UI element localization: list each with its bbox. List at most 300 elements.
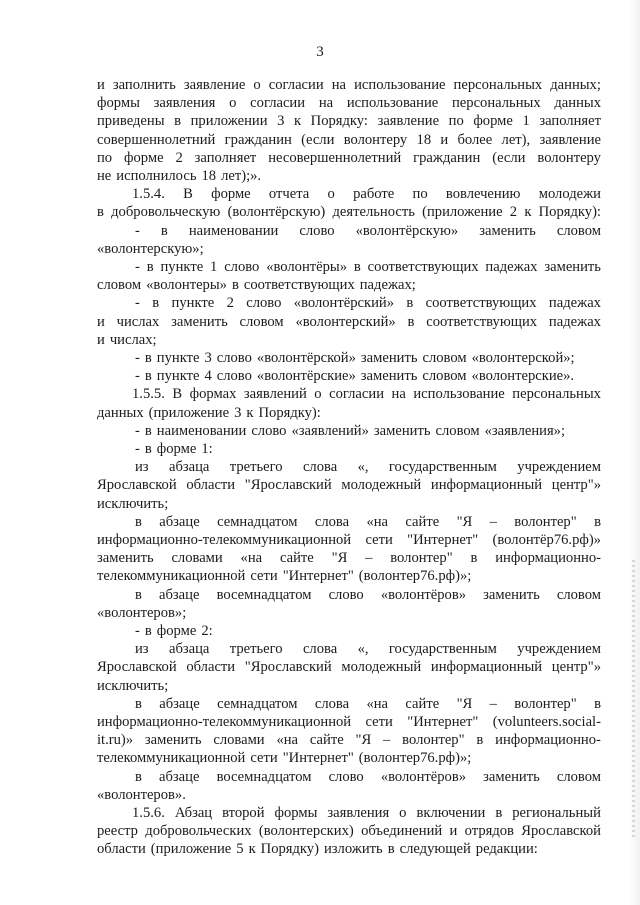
word: несовершеннолетний: [268, 149, 402, 166]
word: слово: [251, 422, 287, 439]
word: 2: [226, 295, 234, 312]
text-line: [97, 404, 601, 422]
page-number: 3: [316, 44, 324, 60]
word: "Интернет": [282, 750, 354, 767]
word: заявления: [153, 95, 216, 112]
word: данных;: [550, 77, 601, 93]
word: «на: [366, 695, 389, 712]
word: региональный: [512, 805, 601, 821]
word: «волонтерский»: [295, 313, 396, 330]
word: на: [391, 386, 406, 403]
word: -: [135, 441, 140, 457]
word: «волонтёрской»: [256, 350, 356, 366]
text-line: [132, 804, 601, 822]
text-line: [135, 458, 601, 476]
text-line: [97, 313, 601, 331]
word: слово: [246, 295, 282, 312]
word: словом: [239, 313, 284, 330]
word: (волонтер76.рф)»;: [358, 750, 472, 767]
word: словом: [556, 222, 601, 239]
word: заменить: [483, 586, 540, 603]
word: волонтер": [514, 695, 577, 712]
word: третьего: [229, 641, 283, 658]
text-line: [97, 658, 601, 676]
word: «волонтёрские»: [256, 368, 356, 385]
text-line: [132, 385, 601, 403]
word: слова: [314, 513, 350, 530]
text-line: [97, 567, 601, 585]
word: в: [144, 350, 152, 366]
word: заявление: [539, 131, 601, 148]
word: Ярославской: [521, 823, 601, 840]
word: «волонтёров»: [380, 586, 467, 603]
word: сайте: [279, 550, 314, 567]
word: абзаца: [168, 459, 210, 476]
word: В: [183, 186, 193, 203]
word: второй: [222, 805, 265, 821]
word: форме: [211, 186, 251, 203]
word: в: [160, 222, 168, 239]
word: 18: [416, 131, 432, 148]
word: -: [135, 623, 140, 639]
word: волонтеру: [343, 131, 408, 148]
word: слова: [302, 641, 338, 658]
word: в: [135, 586, 142, 603]
word: на: [318, 95, 334, 112]
text-line: [135, 422, 601, 440]
word: в: [594, 513, 601, 530]
word: -: [135, 350, 140, 366]
word: центр"»: [551, 659, 601, 676]
text-line: [97, 167, 601, 185]
word: исключить;: [97, 495, 169, 512]
word: (volunteers.social-: [492, 714, 601, 730]
word: в: [407, 313, 415, 330]
word: в: [144, 623, 152, 639]
word: "Ярославский: [244, 659, 332, 676]
word: "Я: [331, 550, 348, 567]
word: заполняет: [539, 113, 601, 130]
word: заменить: [373, 422, 431, 439]
word: 1.5.4.: [132, 186, 165, 203]
word: телекоммуникационной: [97, 568, 246, 585]
text-line: [97, 549, 601, 567]
word: падежах: [485, 259, 538, 275]
word: семнадцатом: [217, 513, 298, 530]
word: -: [135, 368, 140, 385]
word: «на: [240, 550, 263, 567]
word: использование: [346, 95, 439, 112]
word: "Я: [355, 732, 372, 749]
text-line: [97, 786, 601, 804]
word: абзаца: [168, 641, 210, 658]
word: приложении: [190, 113, 268, 130]
word: приведены: [97, 113, 165, 130]
word: в: [146, 259, 154, 275]
word: по: [448, 113, 464, 130]
word: информационно-телекоммуникационной: [97, 714, 352, 730]
word: к: [524, 204, 532, 221]
word: падежах;: [359, 277, 416, 294]
word: не: [97, 168, 112, 184]
word: «волонтеров».: [97, 786, 186, 803]
text-line: [97, 112, 601, 130]
word: области: [97, 841, 146, 858]
word: использование: [413, 386, 505, 403]
word: о: [253, 77, 261, 93]
word: пункте: [156, 350, 200, 366]
word: Абзац: [174, 805, 213, 821]
word: (если: [492, 149, 526, 166]
word: «,: [357, 459, 369, 476]
word: (приложение: [148, 404, 230, 421]
word: заменить: [144, 732, 202, 749]
word: 18: [201, 168, 217, 184]
word: "Я: [456, 695, 473, 712]
text-line: [132, 185, 601, 203]
word: (приложение: [422, 204, 503, 221]
word: в: [495, 805, 503, 821]
word: 2:: [201, 623, 213, 639]
word: лет),: [501, 131, 531, 148]
word: пункте: [171, 295, 215, 312]
word: падежах: [548, 295, 601, 312]
word: по: [97, 149, 113, 166]
word: словом: [97, 277, 142, 294]
word: «,: [357, 641, 369, 658]
word: 1: [522, 113, 530, 130]
word: словами: [171, 550, 223, 567]
text-line: [135, 586, 601, 604]
word: о: [314, 386, 322, 403]
word: в: [174, 113, 182, 130]
word: семнадцатом: [217, 695, 298, 712]
word: слово: [224, 259, 260, 275]
word: на: [331, 77, 347, 93]
word: в: [406, 295, 414, 312]
word: сайте: [309, 732, 344, 749]
word: сети: [250, 568, 278, 585]
word: "Интернет": [282, 568, 354, 585]
word: волонтер": [402, 732, 465, 749]
word: -: [135, 259, 140, 275]
word: заменить: [479, 222, 536, 239]
word: «заявления»;: [484, 422, 566, 439]
word: «волонтеров»;: [97, 604, 187, 621]
word: в: [152, 295, 160, 312]
text-line: [97, 713, 601, 731]
word: центр"»: [551, 477, 601, 494]
word: «волонтёры»: [266, 259, 348, 275]
word: согласии: [268, 77, 324, 93]
word: числах;: [109, 331, 157, 348]
word: -: [135, 295, 140, 312]
text-line: [135, 440, 601, 458]
word: к: [293, 113, 302, 130]
word: слово: [328, 768, 364, 785]
word: к: [248, 841, 256, 858]
word: формы: [97, 95, 140, 112]
word: абзаце: [159, 586, 200, 603]
word: области: [186, 659, 236, 676]
word: форме: [124, 149, 164, 166]
text-line: [135, 513, 601, 531]
word: в: [476, 732, 484, 749]
word: в: [135, 768, 142, 785]
word: в: [594, 695, 601, 712]
word: Порядку:: [310, 113, 368, 130]
text-line: [97, 749, 601, 767]
word: исполнилось: [116, 168, 197, 184]
word: из: [135, 459, 149, 476]
word: персональных: [452, 95, 541, 112]
word: следующей: [399, 841, 471, 858]
word: «на: [276, 732, 299, 749]
word: слово: [216, 350, 252, 366]
word: (волонтёр76.рф)»: [492, 532, 601, 548]
word: словами: [213, 732, 265, 749]
word: совершеннолетний: [97, 131, 216, 148]
text-line: [135, 367, 601, 385]
word: абзаце: [159, 513, 200, 530]
word: пункте: [160, 259, 204, 275]
word: учреждением: [517, 641, 601, 658]
word: форме: [156, 441, 197, 457]
text-line: [97, 604, 601, 622]
text-line: [135, 222, 601, 240]
word: формах: [189, 386, 237, 403]
word: 1.5.5.: [132, 386, 165, 403]
text-line: [97, 94, 601, 112]
word: наименовании: [156, 422, 247, 439]
text-line: [97, 240, 601, 258]
word: информационно-: [495, 550, 601, 567]
word: «волонтерские».: [471, 368, 575, 385]
text-line: [135, 622, 601, 640]
word: 5: [236, 841, 244, 858]
text-line: [135, 640, 601, 658]
text-line: [135, 294, 601, 312]
word: о: [327, 186, 335, 203]
word: 1: [210, 259, 218, 275]
text-line: [97, 276, 601, 294]
word: деятельность: [332, 204, 415, 221]
word: волонтеру: [537, 149, 601, 166]
word: и: [97, 331, 105, 348]
word: «волонтеры»: [146, 277, 227, 294]
word: согласии: [329, 386, 385, 403]
word: заявление: [183, 77, 246, 93]
word: числах: [116, 313, 160, 330]
word: «волонтерскую»;: [97, 240, 204, 257]
text-line: [97, 149, 601, 167]
text-line: [97, 677, 601, 695]
word: 4: [204, 368, 212, 385]
word: сети: [365, 532, 393, 548]
word: к: [246, 404, 254, 421]
word: –: [383, 732, 391, 749]
word: лет);».: [221, 168, 262, 184]
word: соответствующих: [425, 295, 537, 312]
text-line: [97, 331, 601, 349]
word: «заявлений»: [291, 422, 369, 439]
word: добровольческую: [111, 204, 221, 221]
word: «волонтёрский»: [293, 295, 394, 312]
word: 3: [277, 113, 285, 130]
word: сайте: [405, 695, 440, 712]
word: и: [449, 823, 458, 840]
word: в: [470, 550, 478, 567]
text-line: [97, 731, 601, 749]
word: Ярославской: [97, 659, 177, 676]
word: наименовании: [188, 222, 279, 239]
word: заменить: [483, 768, 540, 785]
word: исключить;: [97, 677, 169, 694]
word: слово: [299, 222, 335, 239]
word: it.ru)»: [97, 732, 134, 749]
word: в: [135, 513, 142, 530]
word: соответствующих: [367, 259, 479, 275]
word: абзаце: [159, 768, 200, 785]
word: слово: [216, 368, 252, 385]
word: волонтер": [514, 513, 577, 530]
word: формы: [274, 805, 318, 821]
word: включении: [416, 805, 486, 821]
word: (приложение: [150, 841, 232, 858]
scan-edge-artifact: [628, 0, 640, 905]
word: соответствующих: [243, 277, 355, 294]
word: о: [399, 805, 407, 821]
word: информационный: [430, 659, 543, 676]
word: заполняет: [194, 149, 257, 166]
word: по: [412, 186, 428, 203]
word: «волонтёров»: [380, 768, 467, 785]
text-line: [97, 822, 601, 840]
word: слово: [328, 586, 364, 603]
word: в: [387, 841, 395, 858]
word: области: [186, 477, 236, 494]
word: "Ярославский: [244, 477, 332, 494]
text-line: [135, 349, 601, 367]
text-line: [97, 495, 601, 513]
word: в: [97, 204, 104, 221]
word: "Я: [456, 513, 473, 530]
word: в: [135, 695, 142, 712]
word: персональных: [512, 386, 601, 403]
word: в: [144, 441, 152, 457]
word: работе: [353, 186, 395, 203]
word: словом: [556, 768, 601, 785]
text-line: [97, 76, 601, 94]
word: Порядку):: [258, 404, 321, 421]
word: персональных: [453, 77, 543, 93]
word: сайте: [405, 513, 440, 530]
word: (если: [301, 131, 335, 148]
text-line: [135, 258, 601, 276]
word: 3: [204, 350, 212, 366]
word: –: [489, 695, 497, 712]
word: и: [440, 131, 449, 148]
word: Порядку):: [538, 204, 601, 221]
word: отчета: [268, 186, 310, 203]
word: В: [172, 386, 183, 403]
word: в: [144, 368, 152, 385]
text-line: [135, 695, 601, 713]
word: государственным: [388, 641, 497, 658]
word: телекоммуникационной: [97, 750, 246, 767]
text-line: [97, 203, 601, 221]
word: заменить: [97, 550, 154, 567]
word: форме: [156, 623, 197, 639]
word: заменить: [360, 350, 418, 366]
word: форме: [473, 113, 513, 130]
word: -: [135, 422, 140, 439]
word: более: [457, 131, 493, 148]
word: восемнадцатом: [216, 768, 312, 785]
word: согласии: [250, 95, 306, 112]
word: "Интернет": [407, 714, 479, 730]
word: изложить: [323, 841, 383, 858]
word: гражданин: [413, 149, 481, 166]
word: реестр: [97, 823, 138, 840]
word: информационно-телекоммуникационной: [97, 532, 352, 548]
word: (волонтерских): [258, 823, 354, 840]
word: волонтер": [390, 550, 453, 567]
word: словом: [556, 586, 601, 603]
word: и: [97, 313, 105, 330]
word: абзаце: [159, 695, 200, 712]
word: -: [135, 222, 140, 239]
word: слова: [302, 459, 338, 476]
word: –: [365, 550, 373, 567]
word: "Интернет": [407, 532, 479, 548]
word: слова: [314, 695, 350, 712]
word: вовлечению: [445, 186, 521, 203]
word: гражданин: [224, 131, 292, 148]
word: в: [353, 259, 361, 275]
word: «волонтерской»;: [471, 350, 575, 366]
word: использование: [354, 77, 446, 93]
word: молодежный: [341, 659, 422, 676]
text-line: [97, 131, 601, 149]
word: добровольческих: [145, 823, 252, 840]
word: 2: [509, 204, 518, 221]
word: «волонтёрскую»: [355, 222, 459, 239]
word: заявление: [377, 113, 440, 130]
word: заявления: [327, 805, 390, 821]
word: словом: [422, 368, 467, 385]
word: редакции:: [475, 841, 538, 858]
word: пункте: [156, 368, 200, 385]
word: заменить: [544, 259, 601, 275]
word: о: [229, 95, 237, 112]
word: объединений: [361, 823, 443, 840]
word: информационно-: [495, 732, 601, 749]
word: (волонтёрскую): [227, 204, 326, 221]
word: (волонтер76.рф)»;: [358, 568, 472, 585]
word: заменить: [360, 368, 418, 385]
word: молодежный: [341, 477, 422, 494]
word: словом: [422, 350, 467, 366]
word: словом: [435, 422, 480, 439]
word: сети: [365, 714, 393, 730]
word: и: [97, 77, 105, 93]
word: Порядку): [260, 841, 319, 858]
word: восемнадцатом: [216, 586, 312, 603]
word: третьего: [229, 459, 283, 476]
word: «на: [366, 513, 389, 530]
word: информационный: [430, 477, 543, 494]
